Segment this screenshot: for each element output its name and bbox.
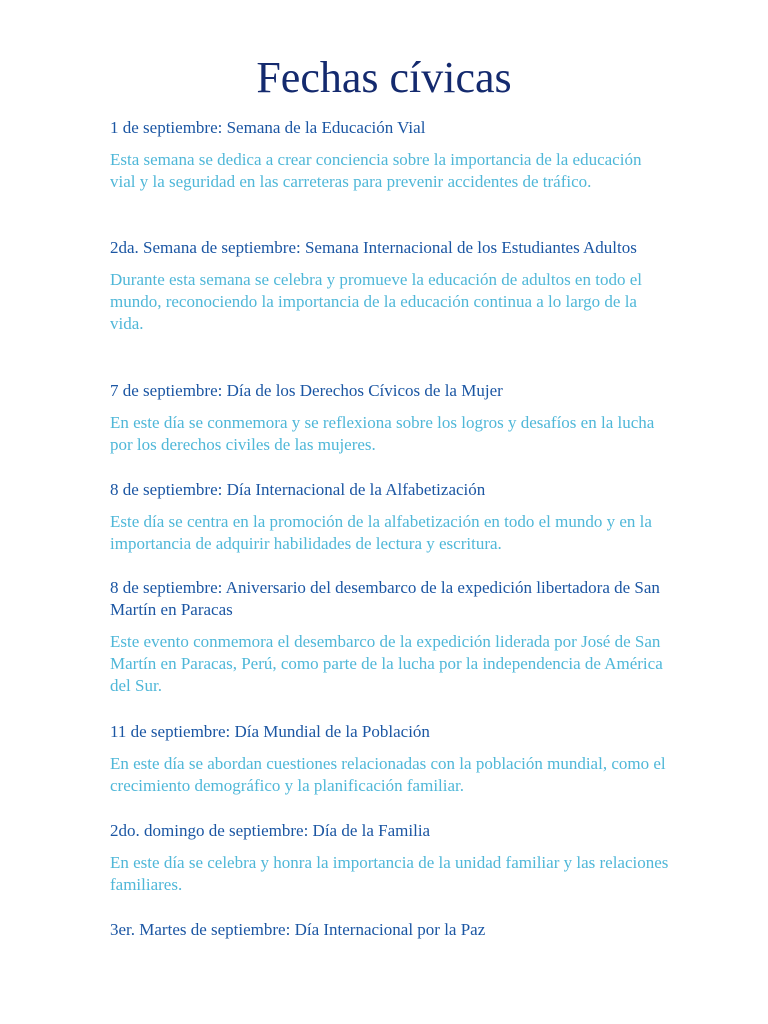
entry-description: Durante esta semana se celebra y promueve la educación de adultos en todo el mundo, reconociendo la importancia de la educación continua a lo largo de la vida. [110,270,642,333]
entry-heading: 1 de septiembre: Semana de la Educación Vial [110,118,426,137]
list-item [110,479,670,555]
list-item [110,721,670,797]
entry-heading: 11 de septiembre: Día Mundial de la Población [110,722,430,741]
page-title: Fechas cívicas [256,53,512,102]
list-item [110,919,670,941]
entry-description: Este día se centra en la promoción de la alfabetización en todo el mundo y en la importancia de adquirir habilidades de lectura y escritura. [110,512,652,553]
entry-heading: 2da. Semana de septiembre: Semana Internacional de los Estudiantes Adultos [110,238,637,257]
list-item [110,117,670,193]
entry-heading: 8 de septiembre: Día Internacional de la Alfabetización [110,480,486,499]
entry-heading: 3er. Martes de septiembre: Día Internacional por la Paz [110,920,486,939]
entry-heading: 7 de septiembre: Día de los Derechos Cívicos de la Mujer [110,381,503,400]
entry-heading: 2do. domingo de septiembre: Día de la Familia [110,821,431,840]
list-item [110,237,670,335]
list-item [110,380,670,456]
entry-description: Este evento conmemora el desembarco de la expedición liderada por José de San Martín en Paracas, Perú, como parte de la lucha por la independencia de América del Sur. [110,632,663,695]
list-item [110,820,670,896]
entry-description: Esta semana se dedica a crear conciencia sobre la importancia de la educación vial y la seguridad en las carreteras para prevenir accidentes de tráfico. [110,150,642,191]
list-item [110,577,670,697]
entry-description: En este día se conmemora y se reflexiona sobre los logros y desafíos en la lucha por los derechos civiles de las mujeres. [110,413,655,454]
entry-heading: 8 de septiembre: Aniversario del desembarco de la expedición libertadora de San Martín en Paracas [110,578,660,619]
entry-description: En este día se abordan cuestiones relacionadas con la población mundial, como el crecimiento demográfico y la planificación familiar. [110,754,666,795]
entry-description: En este día se celebra y honra la importancia de la unidad familiar y las relaciones familiares. [110,853,669,894]
